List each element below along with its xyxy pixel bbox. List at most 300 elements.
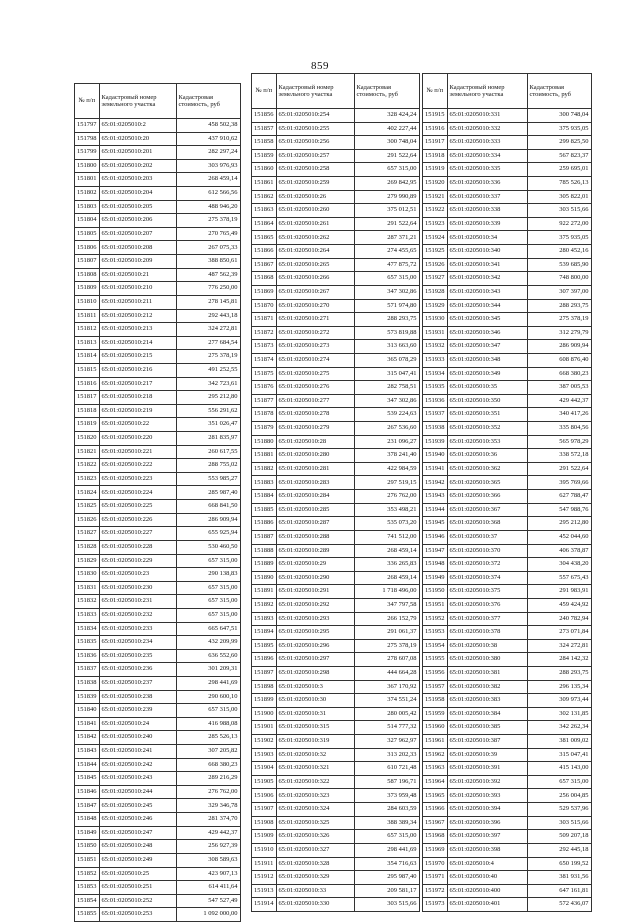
cadastral-number: 65:01:0205010:237 [99, 676, 176, 690]
table-row [75, 581, 241, 595]
cadastral-number: 65:01:0205010:208 [99, 241, 176, 255]
cadastral-value: 303 976,93 [176, 159, 240, 173]
cadastral-number: 65:01:0205010:240 [99, 731, 176, 745]
cadastral-value: 650 199,52 [527, 857, 591, 871]
cadastral-value: 565 978,29 [527, 435, 591, 449]
row-number: 151858 [252, 136, 277, 150]
cadastral-value: 273 071,84 [527, 626, 591, 640]
cadastral-value: 315 047,41 [527, 748, 591, 762]
table-row [423, 803, 592, 817]
cadastral-value: 373 959,48 [354, 789, 419, 803]
row-number: 151961 [423, 735, 448, 749]
cadastral-number: 65:01:0205010:235 [99, 649, 176, 663]
cadastral-value: 367 170,92 [354, 680, 419, 694]
table-row [252, 694, 420, 708]
table-row [423, 313, 592, 327]
row-number: 151960 [423, 721, 448, 735]
cadastral-value: 284 603,59 [354, 803, 419, 817]
cadastral-value: 288 293,75 [527, 666, 591, 680]
row-number: 151857 [252, 122, 277, 136]
row-number: 151870 [252, 299, 277, 313]
cadastral-value: 657 315,00 [176, 595, 240, 609]
row-number: 151937 [423, 408, 448, 422]
table-row [423, 721, 592, 735]
table-row [252, 571, 420, 585]
table-row [75, 336, 241, 350]
table-row [252, 585, 420, 599]
table-row [75, 608, 241, 622]
cadastral-number: 65:01:0205010:232 [99, 608, 176, 622]
cadastral-value: 286 909,94 [176, 513, 240, 527]
cadastral-value: 312 279,79 [527, 326, 591, 340]
cadastral-value: 1 092 000,00 [176, 908, 240, 922]
row-number: 151911 [252, 857, 277, 871]
table-row [252, 245, 420, 259]
cadastral-number: 65:01:0205010:37 [447, 530, 527, 544]
cadastral-value: 303 515,66 [354, 898, 419, 912]
cadastral-value: 668 380,23 [527, 367, 591, 381]
cadastral-value: 288 755,02 [176, 459, 240, 473]
table-row [75, 595, 241, 609]
row-number: 151884 [252, 490, 277, 504]
table-row [423, 585, 592, 599]
cadastral-value: 279 990,89 [354, 190, 419, 204]
table-row [252, 122, 420, 136]
cadastral-value: 342 262,34 [527, 721, 591, 735]
row-number: 151878 [252, 408, 277, 422]
table-row [423, 449, 592, 463]
cadastral-value: 267 075,33 [176, 241, 240, 255]
table-row [252, 680, 420, 694]
cadastral-value: 785 526,13 [527, 177, 591, 191]
table-row [423, 694, 592, 708]
table-row [252, 231, 420, 245]
cadastral-value: 547 988,76 [527, 503, 591, 517]
table-row [423, 666, 592, 680]
cadastral-number: 65:01:0205010:296 [276, 639, 354, 653]
cadastral-number: 65:01:0205010:342 [447, 272, 527, 286]
cadastral-number: 65:01:0205010:322 [276, 775, 354, 789]
cadastral-value: 256 004,85 [527, 789, 591, 803]
table-row [75, 745, 241, 759]
table-row [75, 690, 241, 704]
cadastral-value: 278 607,08 [354, 653, 419, 667]
table-row [252, 775, 420, 789]
cadastral-number: 65:01:0205010:339 [447, 217, 527, 231]
row-number: 151934 [423, 367, 448, 381]
cadastral-number: 65:01:0205010:323 [276, 789, 354, 803]
row-number: 151931 [423, 326, 448, 340]
table-row [423, 830, 592, 844]
table-row [75, 363, 241, 377]
cadastral-value: 657 315,00 [354, 830, 419, 844]
cadastral-number: 65:01:0205010:293 [276, 612, 354, 626]
cadastral-number: 65:01:0205010:207 [99, 227, 176, 241]
table-row [75, 309, 241, 323]
header-cadastral: Кадастровый номер земельного участка [276, 74, 354, 109]
row-number: 151921 [423, 190, 448, 204]
row-number: 151831 [75, 581, 100, 595]
row-number: 151899 [252, 694, 277, 708]
table-row [252, 653, 420, 667]
cadastral-number: 65:01:0205010:347 [447, 340, 527, 354]
table-row [423, 707, 592, 721]
cadastral-number: 65:01:0205010:336 [447, 177, 527, 191]
table-row [252, 843, 420, 857]
row-number: 151914 [252, 898, 277, 912]
cadastral-number: 65:01:0205010:229 [99, 554, 176, 568]
cadastral-number: 65:01:0205010:271 [276, 313, 354, 327]
cadastral-value: 406 378,87 [527, 544, 591, 558]
cadastral-value: 655 925,94 [176, 527, 240, 541]
cadastral-number: 65:01:0205010:284 [276, 490, 354, 504]
row-number: 151851 [75, 853, 100, 867]
cadastral-number: 65:01:0205010:219 [99, 404, 176, 418]
cadastral-value: 277 684,54 [176, 336, 240, 350]
table-row [252, 149, 420, 163]
cadastral-value: 741 512,00 [354, 530, 419, 544]
row-number: 151893 [252, 612, 277, 626]
cadastral-number: 65:01:0205010:234 [99, 636, 176, 650]
cadastral-value: 338 572,18 [527, 449, 591, 463]
table-row [75, 323, 241, 337]
table-row [252, 612, 420, 626]
table-row [252, 285, 420, 299]
table-row [75, 717, 241, 731]
row-number: 151830 [75, 568, 100, 582]
row-number: 151896 [252, 653, 277, 667]
row-number: 151888 [252, 544, 277, 558]
row-number: 151963 [423, 762, 448, 776]
cadastral-number: 65:01:0205010:211 [99, 295, 176, 309]
row-number: 151954 [423, 639, 448, 653]
table-row [75, 758, 241, 772]
cadastral-value: 289 216,29 [176, 772, 240, 786]
row-number: 151952 [423, 612, 448, 626]
cadastral-value: 295 987,40 [354, 871, 419, 885]
cadastral-number: 65:01:0205010:338 [447, 204, 527, 218]
cadastral-number: 65:01:0205010:23 [99, 568, 176, 582]
cadastral-value: 657 315,00 [176, 704, 240, 718]
table-row [75, 459, 241, 473]
cadastral-value: 275 378,19 [354, 639, 419, 653]
cadastral-value: 292 445,18 [527, 843, 591, 857]
cadastral-number: 65:01:0205010:31 [276, 707, 354, 721]
table-row [252, 735, 420, 749]
cadastral-value: 657 315,00 [354, 163, 419, 177]
table-row [75, 527, 241, 541]
row-number: 151802 [75, 187, 100, 201]
table-row [423, 476, 592, 490]
row-number: 151848 [75, 813, 100, 827]
cadastral-value: 354 716,63 [354, 857, 419, 871]
row-number: 151832 [75, 595, 100, 609]
cadastral-number: 65:01:0205010:394 [447, 803, 527, 817]
cadastral-number: 65:01:0205010:396 [447, 816, 527, 830]
cadastral-value: 415 143,00 [527, 762, 591, 776]
cadastral-value: 347 302,86 [354, 285, 419, 299]
table-row [252, 476, 420, 490]
cadastral-value: 290 600,10 [176, 690, 240, 704]
cadastral-value: 1 718 496,00 [354, 585, 419, 599]
row-number: 151837 [75, 663, 100, 677]
row-number: 151933 [423, 353, 448, 367]
row-number: 151799 [75, 146, 100, 160]
row-number: 151816 [75, 377, 100, 391]
row-number: 151865 [252, 231, 277, 245]
cadastral-value: 304 438,20 [527, 558, 591, 572]
table-row [75, 622, 241, 636]
row-number: 151925 [423, 245, 448, 259]
row-number: 151804 [75, 214, 100, 228]
cadastral-number: 65:01:0205010:385 [447, 721, 527, 735]
cadastral-number: 65:01:0205010:350 [447, 394, 527, 408]
cadastral-number: 65:01:0205010:40 [447, 871, 527, 885]
table-row [75, 268, 241, 282]
cadastral-number: 65:01:0205010:226 [99, 513, 176, 527]
cadastral-number: 65:01:0205010:352 [447, 422, 527, 436]
row-number: 151900 [252, 707, 277, 721]
row-number: 151856 [252, 109, 277, 123]
cadastral-value: 276 762,00 [354, 490, 419, 504]
row-number: 151854 [75, 894, 100, 908]
row-number: 151970 [423, 857, 448, 871]
cadastral-value: 329 346,78 [176, 799, 240, 813]
cadastral-value: 303 515,66 [527, 204, 591, 218]
table-row [423, 326, 592, 340]
cadastral-number: 65:01:0205010:255 [276, 122, 354, 136]
cadastral-number: 65:01:0205010:341 [447, 258, 527, 272]
table-row [252, 353, 420, 367]
cadastral-number: 65:01:0205010:340 [447, 245, 527, 259]
cadastral-number: 65:01:0205010:398 [447, 843, 527, 857]
cadastral-number: 65:01:0205010:335 [447, 163, 527, 177]
table-row [252, 490, 420, 504]
cadastral-value: 305 822,01 [527, 190, 591, 204]
cadastral-value: 324 272,81 [527, 639, 591, 653]
table-row [75, 813, 241, 827]
cadastral-number: 65:01:0205010:214 [99, 336, 176, 350]
row-number: 151813 [75, 336, 100, 350]
cadastral-value: 281 374,70 [176, 813, 240, 827]
row-number: 151903 [252, 748, 277, 762]
cadastral-number: 65:01:0205010:238 [99, 690, 176, 704]
cadastral-value: 313 202,33 [354, 748, 419, 762]
table-row [423, 653, 592, 667]
cadastral-number: 65:01:0205010:278 [276, 408, 354, 422]
table-row [75, 486, 241, 500]
table-row [252, 136, 420, 150]
cadastral-value: 571 974,80 [354, 299, 419, 313]
cadastral-value: 290 138,83 [176, 568, 240, 582]
cadastral-number: 65:01:0205010:270 [276, 299, 354, 313]
row-number: 151877 [252, 394, 277, 408]
row-number: 151811 [75, 309, 100, 323]
cadastral-number: 65:01:0205010:384 [447, 707, 527, 721]
cadastral-number: 65:01:0205010:289 [276, 544, 354, 558]
cadastral-number: 65:01:0205010:22 [99, 418, 176, 432]
cadastral-value: 260 617,55 [176, 445, 240, 459]
row-number: 151916 [423, 122, 448, 136]
row-number: 151912 [252, 871, 277, 885]
cadastral-value: 268 459,14 [176, 173, 240, 187]
table-row [423, 789, 592, 803]
cadastral-number: 65:01:0205010:345 [447, 313, 527, 327]
cadastral-value: 665 647,51 [176, 622, 240, 636]
table-row [252, 666, 420, 680]
table-row [252, 204, 420, 218]
table-row [252, 258, 420, 272]
row-number: 151829 [75, 554, 100, 568]
cadastral-number: 65:01:0205010:215 [99, 350, 176, 364]
table-row [423, 109, 592, 123]
cadastral-number: 65:01:0205010:370 [447, 544, 527, 558]
cadastral-number: 65:01:0205010:220 [99, 432, 176, 446]
cadastral-number: 65:01:0205010:25 [99, 867, 176, 881]
row-number: 151874 [252, 353, 277, 367]
table-row [75, 391, 241, 405]
row-number: 151957 [423, 680, 448, 694]
row-number: 151959 [423, 707, 448, 721]
cadastral-number: 65:01:0205010:241 [99, 745, 176, 759]
cadastral-number: 65:01:0205010:277 [276, 394, 354, 408]
cadastral-number: 65:01:0205010:3 [276, 680, 354, 694]
row-number: 151843 [75, 745, 100, 759]
cadastral-number: 65:01:0205010:290 [276, 571, 354, 585]
row-number: 151955 [423, 653, 448, 667]
cadastral-number: 65:01:0205010:249 [99, 853, 176, 867]
table-row [423, 272, 592, 286]
cadastral-number: 65:01:0205010:21 [99, 268, 176, 282]
table-row [75, 472, 241, 486]
cadastral-number: 65:01:0205010:383 [447, 694, 527, 708]
cadastral-number: 65:01:0205010:204 [99, 187, 176, 201]
table-row [75, 418, 241, 432]
cadastral-value: 378 241,40 [354, 449, 419, 463]
row-number: 151946 [423, 530, 448, 544]
row-number: 151915 [423, 109, 448, 123]
table-row [75, 840, 241, 854]
table-row [75, 826, 241, 840]
cadastral-number: 65:01:0205010:367 [447, 503, 527, 517]
cadastral-value: 459 424,92 [527, 598, 591, 612]
cadastral-number: 65:01:0205010:26 [276, 190, 354, 204]
cadastral-value: 657 315,00 [176, 554, 240, 568]
table-row [423, 871, 592, 885]
row-number: 151868 [252, 272, 277, 286]
cadastral-value: 292 443,18 [176, 309, 240, 323]
table-row [252, 748, 420, 762]
row-number: 151958 [423, 694, 448, 708]
table-row [423, 353, 592, 367]
row-number: 151965 [423, 789, 448, 803]
cadastral-number: 65:01:0205010:330 [276, 898, 354, 912]
row-number: 151944 [423, 503, 448, 517]
table-row [423, 435, 592, 449]
row-number: 151943 [423, 490, 448, 504]
cadastral-number: 65:01:0205010:344 [447, 299, 527, 313]
cadastral-value: 256 927,39 [176, 840, 240, 854]
row-number: 151850 [75, 840, 100, 854]
row-number: 151892 [252, 598, 277, 612]
cadastral-value: 270 765,49 [176, 227, 240, 241]
table-row [423, 816, 592, 830]
row-number: 151950 [423, 585, 448, 599]
table-row [252, 517, 420, 531]
table-row [423, 857, 592, 871]
row-number: 151859 [252, 149, 277, 163]
row-number: 151886 [252, 517, 277, 531]
row-number: 151949 [423, 571, 448, 585]
row-number: 151932 [423, 340, 448, 354]
table-row [252, 272, 420, 286]
table-row [252, 449, 420, 463]
cadastral-number: 65:01:0205010:280 [276, 449, 354, 463]
cadastral-value: 275 378,19 [176, 350, 240, 364]
cadastral-number: 65:01:0205010:33 [276, 884, 354, 898]
row-number: 151834 [75, 622, 100, 636]
cadastral-value: 280 452,16 [527, 245, 591, 259]
cadastral-value: 298 441,69 [176, 676, 240, 690]
cadastral-value: 612 566,56 [176, 187, 240, 201]
cadastral-value: 657 315,00 [527, 775, 591, 789]
cadastral-value: 313 663,60 [354, 340, 419, 354]
cadastral-number: 65:01:0205010:231 [99, 595, 176, 609]
cadastral-number: 65:01:0205010:332 [447, 122, 527, 136]
cadastral-value: 668 841,50 [176, 500, 240, 514]
cadastral-value: 547 527,49 [176, 894, 240, 908]
cadastral-value: 375 012,51 [354, 204, 419, 218]
table-row [252, 871, 420, 885]
cadastral-value: 375 935,05 [527, 122, 591, 136]
cadastral-value: 627 788,47 [527, 490, 591, 504]
cadastral-number: 65:01:0205010:378 [447, 626, 527, 640]
cadastral-value: 509 207,18 [527, 830, 591, 844]
cadastral-number: 65:01:0205010:328 [276, 857, 354, 871]
header-value: Кадастровая стоимость, руб [527, 74, 591, 109]
table-row [252, 884, 420, 898]
row-number: 151971 [423, 871, 448, 885]
cadastral-value: 657 315,00 [176, 581, 240, 595]
cadastral-value: 608 876,40 [527, 353, 591, 367]
cadastral-value: 422 984,59 [354, 462, 419, 476]
cadastral-number: 65:01:0205010:331 [447, 109, 527, 123]
table-row [423, 422, 592, 436]
row-number: 151841 [75, 717, 100, 731]
cadastral-number: 65:01:0205010:287 [276, 517, 354, 531]
cadastral-number: 65:01:0205010:346 [447, 326, 527, 340]
cadastral-value: 281 835,97 [176, 432, 240, 446]
row-number: 151962 [423, 748, 448, 762]
table-row [75, 676, 241, 690]
table-row [423, 517, 592, 531]
table-row [423, 163, 592, 177]
cadastral-value: 477 875,72 [354, 258, 419, 272]
row-number: 151797 [75, 119, 100, 133]
cadastral-value: 307 397,00 [527, 285, 591, 299]
table-row [252, 626, 420, 640]
cadastral-number: 65:01:0205010:315 [276, 721, 354, 735]
row-number: 151973 [423, 898, 448, 912]
cadastral-number: 65:01:0205010:324 [276, 803, 354, 817]
table-row [75, 731, 241, 745]
table-row [75, 200, 241, 214]
cadastral-value: 530 460,50 [176, 540, 240, 554]
row-number: 151808 [75, 268, 100, 282]
row-number: 151909 [252, 830, 277, 844]
cadastral-value: 285 526,13 [176, 731, 240, 745]
table-row [75, 377, 241, 391]
